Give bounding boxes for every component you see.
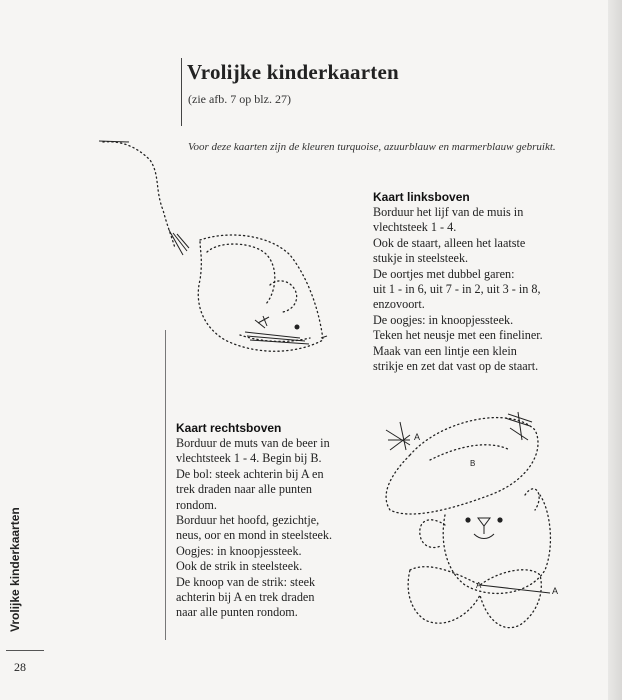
- label-a-right: A: [552, 586, 559, 596]
- text-line: De oogjes: in knoopjessteek.: [373, 312, 514, 327]
- section-kaart-linksboven: [373, 189, 543, 374]
- text-line: uit 1 - in 6, uit 7 - in 2, uit 3 - in 8,: [373, 282, 541, 297]
- section-heading: Kaart linksboven: [373, 190, 470, 204]
- text-line: Ook de staart, alleen het laatste: [373, 235, 526, 250]
- text-line: vlechtsteek 1 - 4. Begin bij B.: [176, 451, 322, 466]
- label-a-bow: A: [476, 581, 482, 590]
- mouse-pattern-illustration: [95, 130, 335, 370]
- page-gutter-shadow: [608, 0, 622, 700]
- text-line: De knoop van de strik: steek: [176, 574, 316, 589]
- page-number: 28: [14, 660, 26, 674]
- text-line: De oortjes met dubbel garen:: [373, 266, 515, 281]
- text-line: strikje en zet dat vast op de staart.: [373, 359, 539, 374]
- text-line: naar alle punten rondom.: [176, 605, 298, 620]
- text-line: Teken het neusje met een fineliner.: [373, 328, 543, 343]
- text-line: Oogjes: in knoopjessteek.: [176, 543, 302, 558]
- text-line: Borduur het lijf van de muis in: [373, 205, 524, 219]
- text-line: Ook de strik in steelsteek.: [176, 559, 303, 574]
- section-kaart-rechtsboven: [176, 420, 332, 621]
- footer-rule: [6, 650, 44, 651]
- text-line: stukje in steelsteek.: [373, 251, 469, 266]
- section-heading: Kaart rechtsboven: [176, 421, 282, 435]
- text-line: Borduur de muts van de beer in: [176, 436, 330, 450]
- text-line: enzovoort.: [373, 297, 425, 312]
- title-rule: [181, 58, 182, 126]
- text-line: Maak van een lintje een klein: [373, 343, 517, 358]
- intro-text: Voor deze kaarten zijn de kleuren turquoise, azuurblauw en marmerblauw gebruikt.: [188, 141, 556, 153]
- text-line: rondom.: [176, 497, 217, 512]
- text-line: vlechtsteek 1 - 4.: [373, 220, 457, 235]
- bear-pattern-illustration: [370, 400, 585, 645]
- label-a-top: A: [414, 432, 421, 442]
- column-rule: [165, 330, 166, 640]
- text-line: neus, oor en mond in steelsteek.: [176, 528, 333, 543]
- text-line: Borduur het hoofd, gezichtje,: [176, 513, 320, 528]
- page-title: Vrolijke kinderkaarten: [187, 60, 399, 84]
- text-line: De bol: steek achterin bij A en: [176, 466, 324, 481]
- text-line: trek draden naar alle punten: [176, 482, 313, 497]
- label-b: B: [470, 459, 476, 468]
- running-title: Vrolijke kinderkaarten: [8, 507, 22, 632]
- figure-reference: (zie afb. 7 op blz. 27): [188, 92, 291, 106]
- text-line: achterin bij A en trek draden: [176, 590, 315, 605]
